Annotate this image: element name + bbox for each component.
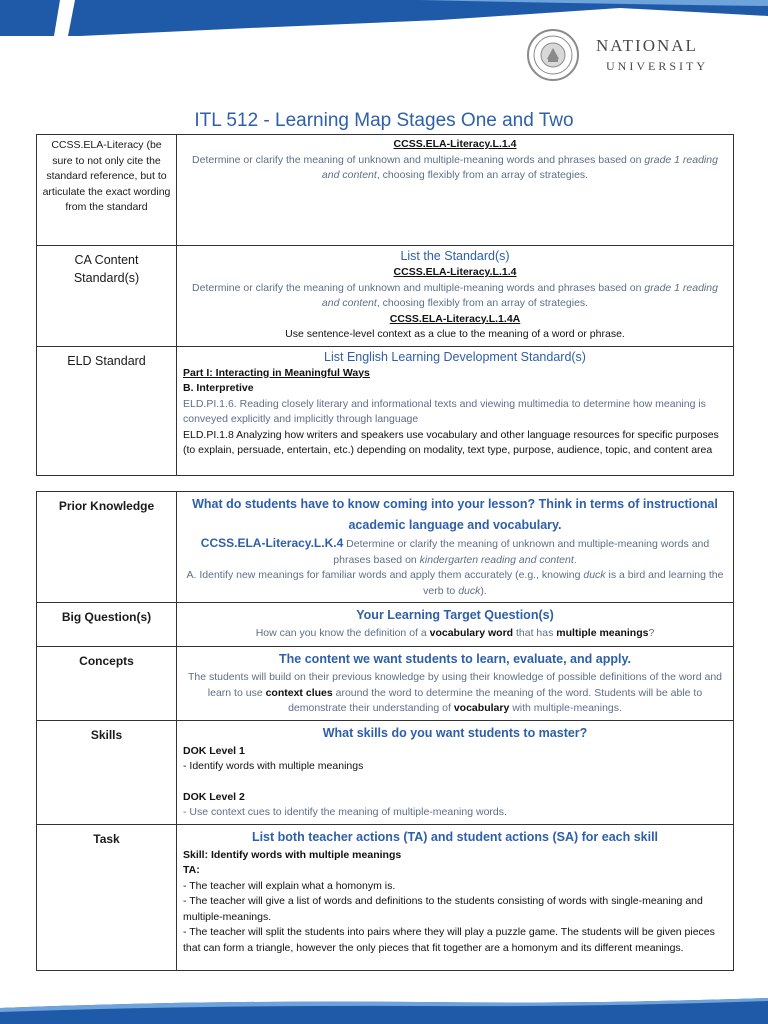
university-logo <box>526 28 726 84</box>
row-big-questions <box>37 603 734 647</box>
learning-map-table <box>36 491 734 971</box>
task-item: - The teacher will split the students into pairs where they will play a puzzle game. The students will be given pieces that can form a triangle, however the only pieces that fit together are a homonym and its different meanings. <box>183 926 715 954</box>
standards-table <box>36 134 734 476</box>
skill-item: - Use context cues to identify the meaning of multiple-meaning words. <box>183 806 507 818</box>
learning-target-question: How can you know the definition of a vocabulary word that has multiple meanings? <box>255 627 655 639</box>
row-skills <box>37 720 734 824</box>
row-content-ccss <box>177 135 734 246</box>
row-content-big-questions <box>177 603 734 647</box>
row-label-prior-knowledge: Prior Knowledge <box>37 492 177 603</box>
section-heading: What do students have to know coming into your lesson? Think in terms of instructional academic language and vocabulary. <box>192 497 718 532</box>
section-heading: The content we want students to learn, evaluate, and apply. <box>279 652 631 666</box>
section-heading: List both teacher actions (TA) and student actions (SA) for each skill <box>251 829 659 844</box>
standard-code[interactable]: CCSS.ELA-Literacy.L.1.4A <box>389 312 521 325</box>
row-content-ca-content <box>177 246 734 347</box>
row-label-big-questions: Big Question(s) <box>37 603 177 647</box>
task-item: - The teacher will explain what a homonym is. <box>183 879 396 892</box>
row-content-concepts <box>177 647 734 721</box>
row-content-skills <box>177 720 734 824</box>
row-content-eld <box>177 346 734 475</box>
eld-item: ELD.PI.1.6. Reading closely literary and informational texts and viewing multimedia to determine how meaning is conveyed explicitly and implicitly through language <box>183 397 706 425</box>
row-eld <box>37 346 734 475</box>
row-label-skills: Skills <box>37 720 177 824</box>
row-label-ca-content: CA Content Standard(s) <box>37 246 177 347</box>
standard-text: Determine or clarify the meaning of unknown and multiple-meaning words and phrases based on grade 1 reading and content, choosing flexibly from an array of strategies. <box>192 153 718 181</box>
standard-text: Use sentence-level context as a clue to the meaning of a word or phrase. <box>285 328 625 340</box>
row-ca-content <box>37 246 734 347</box>
row-content-prior-knowledge <box>177 492 734 603</box>
footer-band <box>0 998 768 1024</box>
prior-standard: CCSS.ELA-Literacy.L.K.4 Determine or clarify the meaning of unknown and multiple-meaning words and phrases based on kindergarten reading and content. <box>200 536 710 566</box>
standard-code[interactable]: CCSS.ELA-Literacy.L.1.4 <box>393 266 517 278</box>
eld-item: ELD.PI.1.8 Analyzing how writers and speakers use vocabulary and other language resources for specific purposes (to explain, persuade, entertain, etc.) depending on modality, text type, purpose, audience, topic, and content area <box>183 428 719 456</box>
row-label-concepts: Concepts <box>37 647 177 721</box>
concepts-text: The students will build on their previous knowledge by using their knowledge of possible definitions of the word and learn to use context clues around the word to determine the meaning of the word. Students will be able to demonstrate their understanding of vocabulary with multiple-meanings. <box>187 671 723 714</box>
section-heading: What skills do you want students to master? <box>322 725 588 740</box>
row-ccss <box>37 135 734 246</box>
document-title: ITL 512 - Learning Map Stages One and Two <box>194 110 574 131</box>
skill-item: - Identify words with multiple meanings <box>183 760 364 772</box>
task-item: - The teacher will give a list of words and definitions to the students consisting of words with single-meaning and multiple-meanings. <box>183 895 703 923</box>
row-content-task <box>177 824 734 970</box>
row-prior-knowledge <box>37 492 734 603</box>
row-label-task: Task <box>37 824 177 970</box>
section-heading: Your Learning Target Question(s) <box>356 608 554 622</box>
row-concepts <box>37 647 734 721</box>
standard-code[interactable]: CCSS.ELA-Literacy.L.1.4 <box>393 138 517 150</box>
row-task <box>37 824 734 970</box>
section-heading: List English Learning Development Standard(s) <box>324 349 586 364</box>
eld-section: B. Interpretive <box>183 382 254 394</box>
row-label-eld: ELD Standard <box>37 346 177 475</box>
university-seal-icon <box>526 28 580 82</box>
section-heading: List the Standard(s) <box>400 249 510 263</box>
logo-name: NATIONAL <box>596 36 698 55</box>
dok-level: DOK Level 2 <box>183 790 245 803</box>
eld-part: Part I: Interacting in Meaningful Ways <box>183 366 370 379</box>
logo-subtitle: UNIVERSITY <box>606 59 708 73</box>
row-label-ccss: CCSS.ELA-Literacy (be sure to not only cite the standard reference, but to articulate the exact wording from the standard <box>37 135 177 246</box>
task-skill: Skill: Identify words with multiple meanings <box>183 848 402 861</box>
prior-item: A. Identify new meanings for familiar words and apply them accurately (e.g., knowing duck is a bird and learning the verb to duck). <box>186 569 724 597</box>
standard-code: CCSS.ELA-Literacy.L.K.4 <box>200 536 344 550</box>
dok-level: DOK Level 1 <box>183 744 245 757</box>
standard-text: Determine or clarify the meaning of unknown and multiple-meaning words and phrases based on grade 1 reading and content, choosing flexibly from an array of strategies. <box>192 281 718 309</box>
teacher-actions-label: TA: <box>183 864 200 876</box>
